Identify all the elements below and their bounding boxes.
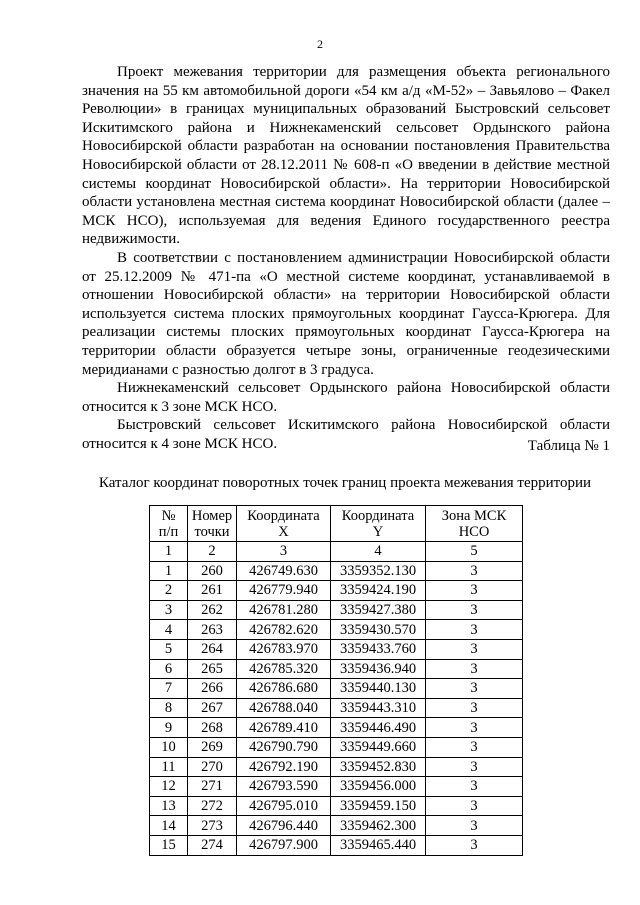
cell-point-number: 263 [188, 620, 237, 640]
column-numbers-row [150, 542, 523, 562]
cell-coord-x: 426788.040 [237, 698, 331, 718]
cell-coord-x: 426749.630 [237, 561, 331, 581]
cell-coord-y: 3359427.380 [331, 600, 426, 620]
column-number: 4 [331, 542, 426, 562]
cell-coord-y: 3359440.130 [331, 679, 426, 699]
table-row [150, 835, 523, 855]
table-row [150, 698, 523, 718]
cell-zone: 3 [426, 835, 523, 855]
cell-point-number: 269 [188, 737, 237, 757]
cell-index: 12 [150, 777, 188, 797]
cell-point-number: 267 [188, 698, 237, 718]
table-row [150, 620, 523, 640]
cell-zone: 3 [426, 679, 523, 699]
header-zone: Зона МСК НСО [426, 506, 523, 542]
table-row [150, 679, 523, 699]
cell-coord-y: 3359433.760 [331, 639, 426, 659]
cell-point-number: 262 [188, 600, 237, 620]
cell-zone: 3 [426, 796, 523, 816]
cell-coord-y: 3359462.300 [331, 816, 426, 836]
table-header-row [150, 506, 523, 542]
paragraph-1: Проект межевания территории для размещения объекта регионального значения на 55 км автомобильной дороги «54 км а/д «М-52» – Завьялово – Факел Революции» в границах муниципальных образований Быстровский сельсовет Искитимского района и Нижнекаменский сельсовет Ордынского района Новосибирской области разработан на основании постановления Правительства Новосибирской области от 28.12.2011 № 608-п «О введении в действие местной системы координат Новосибирской области». На территории Новосибирской области установлена местная система координат Новосибирской области (далее – МСК НСО), используемая для ведения Единого государственного реестра недвижимости. [82, 64, 610, 248]
cell-point-number: 265 [188, 659, 237, 679]
cell-zone: 3 [426, 777, 523, 797]
cell-index: 4 [150, 620, 188, 640]
cell-coord-y: 3359456.000 [331, 777, 426, 797]
column-number: 5 [426, 542, 523, 562]
cell-point-number: 266 [188, 679, 237, 699]
table-row [150, 561, 523, 581]
cell-coord-y: 3359449.660 [331, 737, 426, 757]
cell-coord-x: 426797.900 [237, 835, 331, 855]
cell-coord-x: 426785.320 [237, 659, 331, 679]
table-row [150, 757, 523, 777]
cell-coord-x: 426790.790 [237, 737, 331, 757]
table-row [150, 581, 523, 601]
cell-index: 7 [150, 679, 188, 699]
table-label: Таблица № 1 [527, 438, 610, 454]
table-row [150, 600, 523, 620]
header-coord-x: Координата X [237, 506, 331, 542]
cell-coord-x: 426781.280 [237, 600, 331, 620]
cell-coord-y: 3359446.490 [331, 718, 426, 738]
cell-coord-x: 426779.940 [237, 581, 331, 601]
cell-point-number: 264 [188, 639, 237, 659]
cell-coord-y: 3359443.310 [331, 698, 426, 718]
header-coord-y: Координата Y [331, 506, 426, 542]
table-row [150, 777, 523, 797]
cell-point-number: 260 [188, 561, 237, 581]
table-row [150, 659, 523, 679]
cell-zone: 3 [426, 639, 523, 659]
table-row [150, 718, 523, 738]
paragraph-4: Быстровский сельсовет Искитимского района Новосибирской области относится к 4 зоне МСК НСО. [82, 417, 610, 452]
cell-index: 3 [150, 600, 188, 620]
cell-coord-x: 426789.410 [237, 718, 331, 738]
cell-zone: 3 [426, 581, 523, 601]
cell-coord-y: 3359459.150 [331, 796, 426, 816]
cell-zone: 3 [426, 718, 523, 738]
cell-index: 15 [150, 835, 188, 855]
cell-coord-y: 3359430.570 [331, 620, 426, 640]
cell-zone: 3 [426, 620, 523, 640]
header-point-number: Номер точки [188, 506, 237, 542]
cell-zone: 3 [426, 600, 523, 620]
cell-index: 2 [150, 581, 188, 601]
cell-index: 11 [150, 757, 188, 777]
table-row [150, 796, 523, 816]
cell-point-number: 272 [188, 796, 237, 816]
cell-coord-x: 426782.620 [237, 620, 331, 640]
cell-index: 10 [150, 737, 188, 757]
cell-point-number: 270 [188, 757, 237, 777]
paragraph-3: Нижнекаменский сельсовет Ордынского района Новосибирской области относится к 3 зоне МСК НСО. [82, 380, 610, 415]
header-index: № п/п [150, 506, 188, 542]
page-number: 2 [317, 37, 323, 51]
cell-index: 6 [150, 659, 188, 679]
cell-zone: 3 [426, 737, 523, 757]
table-body [150, 561, 523, 855]
cell-coord-y: 3359352.130 [331, 561, 426, 581]
cell-index: 14 [150, 816, 188, 836]
cell-zone: 3 [426, 757, 523, 777]
table-row [150, 737, 523, 757]
cell-index: 1 [150, 561, 188, 581]
cell-index: 8 [150, 698, 188, 718]
table-row [150, 816, 523, 836]
body-text [82, 63, 610, 453]
cell-index: 13 [150, 796, 188, 816]
cell-coord-x: 426786.680 [237, 679, 331, 699]
cell-coord-y: 3359452.830 [331, 757, 426, 777]
cell-point-number: 261 [188, 581, 237, 601]
cell-coord-x: 426795.010 [237, 796, 331, 816]
cell-coord-y: 3359465.440 [331, 835, 426, 855]
cell-coord-y: 3359424.190 [331, 581, 426, 601]
cell-point-number: 273 [188, 816, 237, 836]
paragraph-2: В соответствии с постановлением администрации Новосибирской области от 25.12.2009 № 471-па «О местной системе координат, устанавливаемой в отношении Новосибирской области» на территории Новосибирской области используется система плоских прямоугольных координат Гаусса-Крюгера. Для реализации системы плоских прямоугольных координат Гаусса-Крюгера на территории области образуется четыре зоны, ограниченные геодезическими меридианами с разностью долгот в 3 градуса. [82, 249, 610, 378]
table-row [150, 639, 523, 659]
column-number: 2 [188, 542, 237, 562]
cell-point-number: 268 [188, 718, 237, 738]
cell-coord-x: 426792.190 [237, 757, 331, 777]
cell-coord-x: 426783.970 [237, 639, 331, 659]
cell-index: 9 [150, 718, 188, 738]
cell-coord-x: 426796.440 [237, 816, 331, 836]
cell-point-number: 274 [188, 835, 237, 855]
column-number: 1 [150, 542, 188, 562]
cell-coord-x: 426793.590 [237, 777, 331, 797]
column-number: 3 [237, 542, 331, 562]
cell-zone: 3 [426, 561, 523, 581]
table-title: Каталог координат поворотных точек границ проекта межевания территории [98, 475, 592, 491]
cell-zone: 3 [426, 816, 523, 836]
coordinates-table [149, 505, 523, 856]
cell-index: 5 [150, 639, 188, 659]
cell-point-number: 271 [188, 777, 237, 797]
cell-coord-y: 3359436.940 [331, 659, 426, 679]
cell-zone: 3 [426, 698, 523, 718]
cell-zone: 3 [426, 659, 523, 679]
